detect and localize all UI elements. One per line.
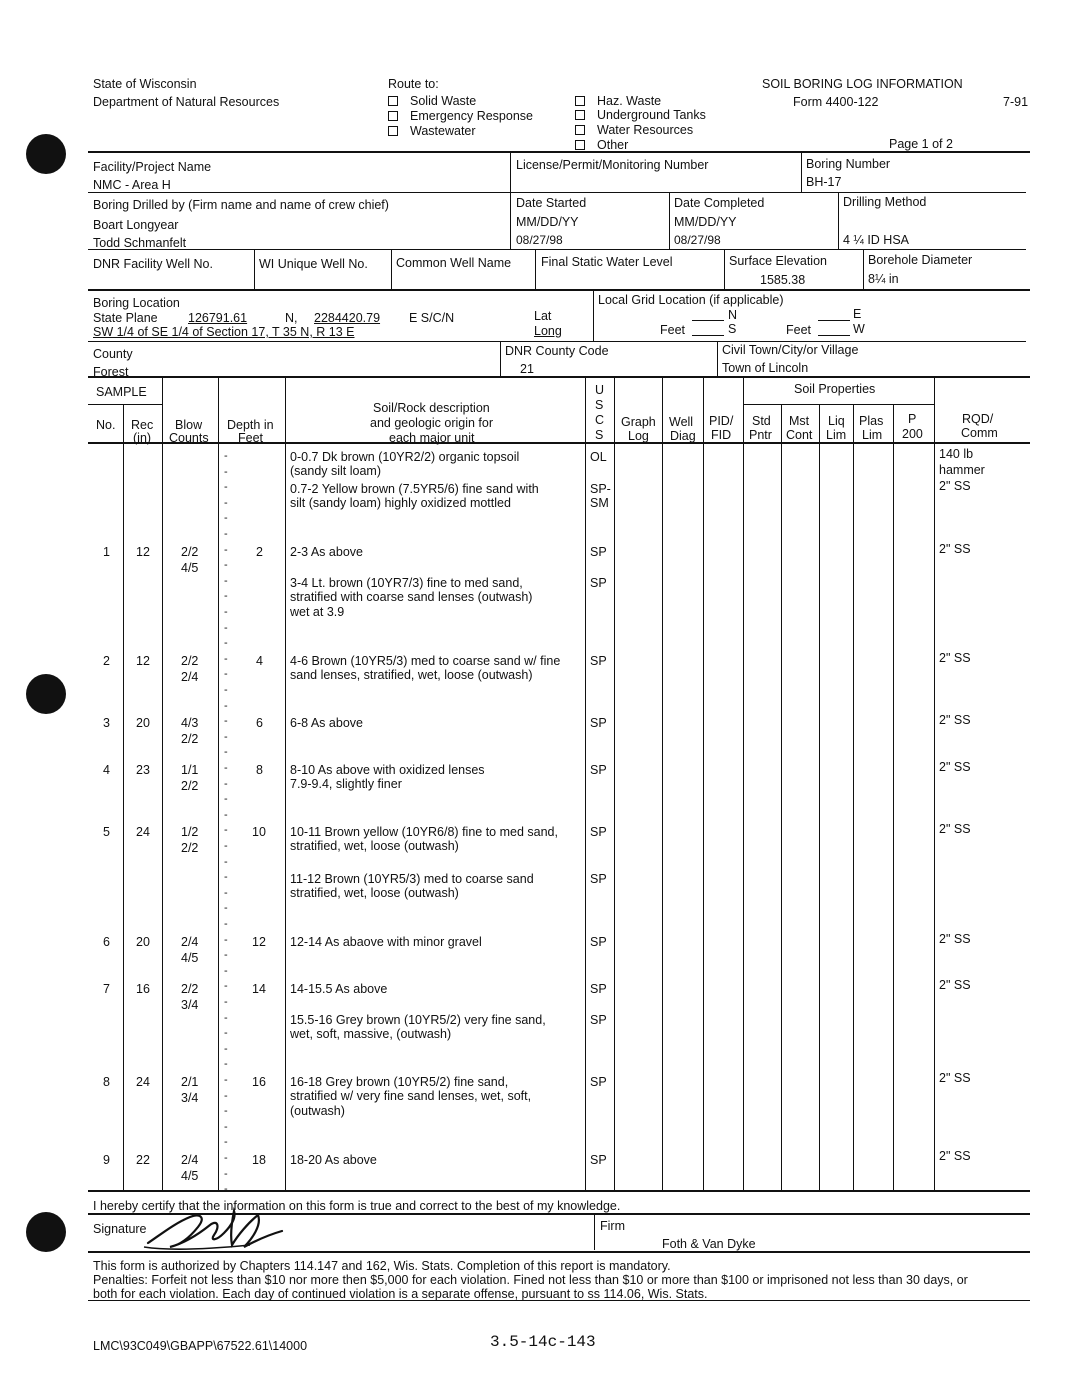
rule <box>88 404 162 405</box>
uscs-code: SP <box>590 1075 607 1089</box>
uscs-code: OL <box>590 450 607 464</box>
sample-comment: 2" SS <box>939 978 971 992</box>
col-pid: PID/ <box>709 414 734 428</box>
divider <box>717 341 718 376</box>
sample-comment: 2" SS <box>939 822 971 836</box>
col-graph: Graph <box>621 415 656 429</box>
col-pntr: Pntr <box>749 428 772 442</box>
route-option-underground[interactable] <box>575 108 706 122</box>
soil-description: 16-18 Grey brown (10YR5/2) fine sand, stratified w/ very fine sand lenses, wet, soft, (outwash) <box>290 1075 532 1118</box>
route-option-solid-waste[interactable] <box>388 94 476 108</box>
soil-description: 12-14 As abaove with minor gravel <box>290 935 482 949</box>
col-depth: Depth in <box>227 418 274 432</box>
depth-tick: - <box>224 933 228 946</box>
rule <box>743 404 934 405</box>
soil-description: 0-0.7 Dk brown (10YR2/2) organic topsoil (sandy silt loam) <box>290 450 520 479</box>
soil-description: 10-11 Brown yellow (10YR6/8) fine to med sand, stratified, wet, loose (outwash) <box>290 825 558 854</box>
depth-tick: - <box>224 699 228 712</box>
date-completed-label: Date Completed <box>674 196 765 210</box>
rule <box>88 376 1030 378</box>
sample-depth: 14 <box>252 982 266 996</box>
dnr-county-label: DNR County Code <box>505 344 609 358</box>
signature-image <box>140 1195 290 1255</box>
sample-no: 3 <box>103 716 110 730</box>
route-option-label: Other <box>597 138 629 152</box>
depth-tick: - <box>224 824 228 837</box>
sample-depth: 18 <box>252 1153 266 1167</box>
soil-description: 4-6 Brown (10YR5/3) med to coarse sand w/ fine sand lenses, stratified, wet, loose (outwash) <box>290 654 561 683</box>
col-diag: Diag <box>670 429 696 443</box>
col-divider <box>781 405 782 1190</box>
col-divider <box>585 377 586 1190</box>
sample-rec: 12 <box>136 654 150 668</box>
col-p200: 200 <box>902 427 923 441</box>
col-cont: Cont <box>786 428 813 442</box>
col-p: P <box>908 412 917 426</box>
hammer-comment-3: 2" SS <box>939 479 971 493</box>
blank-line <box>818 320 850 321</box>
boring-number-value: BH-17 <box>806 175 842 189</box>
divider <box>500 341 501 376</box>
col-divider <box>662 377 663 1190</box>
sample-comment: 2" SS <box>939 932 971 946</box>
divider <box>535 249 536 289</box>
blow-count-1: 1/2 <box>181 825 199 839</box>
route-option-label: Wastewater <box>410 124 476 138</box>
certification-text: I hereby certify that the information on this form is true and correct to the best of my knowledge. <box>93 1199 621 1213</box>
depth-tick: - <box>224 1136 228 1149</box>
depth-tick: - <box>224 1089 228 1102</box>
sample-depth: 4 <box>256 654 263 668</box>
sample-comment: 2" SS <box>939 713 971 727</box>
depth-tick: - <box>224 528 228 540</box>
sample-rec: 24 <box>136 1075 150 1089</box>
sample-rec: 20 <box>136 935 150 949</box>
rule <box>88 289 1030 291</box>
checkbox-icon <box>575 125 585 135</box>
divider <box>594 1214 595 1250</box>
depth-tick: - <box>224 465 228 478</box>
soil-description: 8-10 As above with oxidized lenses 7.9-9.4, slightly finer <box>290 763 485 792</box>
blow-count-1: 1/1 <box>181 763 199 777</box>
depth-tick: - <box>224 746 228 759</box>
checkbox-icon <box>388 96 398 106</box>
depth-tick: - <box>224 637 228 650</box>
depth-tick: - <box>224 590 228 603</box>
blow-count-2: 3/4 <box>181 998 199 1012</box>
sample-depth: 12 <box>252 935 266 949</box>
depth-tick: - <box>224 1183 228 1196</box>
route-option-haz-waste[interactable] <box>575 94 661 108</box>
punch-hole-top <box>26 134 66 174</box>
firm-label: Firm <box>600 1219 625 1233</box>
sample-depth: 10 <box>252 825 266 839</box>
depth-tick: - <box>224 574 228 587</box>
blow-count-2: 4/5 <box>181 951 199 965</box>
sample-rec: 23 <box>136 763 150 777</box>
soil-description: 3-4 Lt. brown (10YR7/3) fine to med sand, stratified with coarse sand lenses (outwash) wet at 3.9 <box>290 576 533 619</box>
divider <box>838 192 839 249</box>
divider <box>863 249 864 289</box>
rule <box>88 249 1026 250</box>
drilling-method-label: Drilling Method <box>843 195 927 209</box>
rule <box>88 1300 1030 1301</box>
route-option-wastewater[interactable] <box>388 124 476 138</box>
boring-location-label: Boring Location <box>93 296 180 310</box>
signature-label: Signature <box>93 1222 147 1236</box>
facility-label: Facility/Project Name <box>93 160 212 174</box>
rule <box>88 341 1026 342</box>
drilled-by-firm: Boart Longyear <box>93 218 179 232</box>
col-counts: Counts <box>169 431 209 445</box>
civil-town-label: Civil Town/City/or Village <box>722 343 859 357</box>
sample-depth: 2 <box>256 545 263 559</box>
blow-count-1: 2/2 <box>181 545 199 559</box>
rule <box>88 192 1026 193</box>
depth-tick: - <box>224 1074 228 1086</box>
col-divider <box>614 377 615 1190</box>
form-title: SOIL BORING LOG INFORMATION <box>762 77 963 91</box>
dnr-county-value: 21 <box>520 362 534 376</box>
date-started-value: 08/27/98 <box>516 233 563 247</box>
col-well: Well <box>669 415 694 429</box>
sample-comment: 2" SS <box>939 1071 971 1085</box>
depth-tick: - <box>224 918 228 930</box>
depth-tick: - <box>224 980 228 993</box>
col-divider <box>934 377 935 1190</box>
firm-value: Foth & Van Dyke <box>662 1237 756 1251</box>
file-path: LMC\93C049\GBAPP\67522.61\14000 <box>93 1339 308 1353</box>
drilled-by-chief: Todd Schmanfelt <box>93 236 187 250</box>
sample-comment: 2" SS <box>939 542 971 556</box>
uscs-code: SP <box>590 1013 607 1027</box>
blow-count-2: 4/5 <box>181 561 199 575</box>
blow-count-2: 2/2 <box>181 732 199 746</box>
depth-tick: - <box>224 902 228 915</box>
col-divider <box>218 377 219 1190</box>
route-option-label: Emergency Response <box>410 109 533 123</box>
grid-s: S <box>728 322 737 336</box>
col-plas-lim: Lim <box>862 428 883 442</box>
sample-depth: 8 <box>256 763 263 777</box>
checkbox-icon <box>575 110 585 120</box>
col-uscs-s2: S <box>595 428 604 442</box>
soil-description: 0.7-2 Yellow brown (7.5YR5/6) fine sand with silt (sandy loam) highly oxidized mottled <box>290 482 539 511</box>
blow-count-2: 2/4 <box>181 670 199 684</box>
col-log: Log <box>628 429 649 443</box>
form-number: Form 4400-122 <box>793 95 879 109</box>
divider <box>510 152 511 249</box>
sample-no: 2 <box>103 654 110 668</box>
col-liq-lim: Lim <box>826 428 847 442</box>
blank-line <box>692 335 724 336</box>
blow-count-1: 2/2 <box>181 654 199 668</box>
uscs-code: SP <box>590 1153 607 1167</box>
depth-tick: - <box>224 496 228 509</box>
drilling-method-value: 4 ¼ ID HSA <box>843 233 909 247</box>
depth-tick: - <box>224 808 228 821</box>
rule <box>88 442 1030 444</box>
boring-number-label: Boring Number <box>806 157 891 171</box>
sample-rec: 16 <box>136 982 150 996</box>
uscs-code: SP <box>590 545 607 559</box>
sample-no: 9 <box>103 1153 110 1167</box>
col-std: Std <box>752 414 771 428</box>
sample-no: 4 <box>103 763 110 777</box>
punch-hole-middle <box>26 674 66 714</box>
borehole-diameter-label: Borehole Diameter <box>868 253 973 267</box>
date-completed-value: 08/27/98 <box>674 233 721 247</box>
grid-e: E <box>853 307 862 321</box>
depth-tick: - <box>224 1120 228 1133</box>
route-option-label: Underground Tanks <box>597 108 706 122</box>
uscs-code: SP <box>590 982 607 996</box>
borehole-diameter-value: 8¼ in <box>868 272 899 286</box>
sample-comment: 2" SS <box>939 651 971 665</box>
sample-no: 1 <box>103 545 110 559</box>
sample-no: 8 <box>103 1075 110 1089</box>
soil-properties-header: Soil Properties <box>794 382 876 396</box>
depth-tick: - <box>224 840 228 852</box>
authorization-text: This form is authorized by Chapters 114.147 and 162, Wis. Stats. Completion of this report is mandatory. <box>93 1259 671 1273</box>
wi-unique-label: WI Unique Well No. <box>259 257 368 271</box>
state-plane-easting: 2284420.79 <box>314 311 381 325</box>
checkbox-icon <box>388 126 398 136</box>
col-divider <box>703 377 704 1190</box>
depth-tick: - <box>224 450 228 462</box>
civil-town-value: Town of Lincoln <box>722 361 809 375</box>
depth-tick: - <box>224 871 228 884</box>
facility-value: NMC - Area H <box>93 178 171 192</box>
uscs-code: SP <box>590 654 607 668</box>
depth-tick: - <box>224 730 228 743</box>
col-divider <box>853 405 854 1190</box>
county-value: Forest <box>93 365 129 379</box>
soil-description: 2-3 As above <box>290 545 363 559</box>
depth-tick: - <box>224 512 228 525</box>
route-option-label: Solid Waste <box>410 94 477 108</box>
depth-tick: - <box>224 668 228 681</box>
depth-tick: - <box>224 684 228 696</box>
col-desc-2: and geologic origin for <box>370 416 493 430</box>
sample-depth: 6 <box>256 716 263 730</box>
soil-description: 15.5-16 Grey brown (10YR5/2) very fine sand, wet, soft, massive, (outwash) <box>290 1013 546 1042</box>
sample-comment: 2" SS <box>939 760 971 774</box>
col-divider <box>893 405 894 1190</box>
sample-header: SAMPLE <box>96 385 147 399</box>
col-divider <box>162 377 163 1190</box>
date-completed-format: MM/DD/YY <box>674 215 737 229</box>
col-rec: Rec <box>131 418 154 432</box>
depth-tick: - <box>224 543 228 556</box>
depth-tick: - <box>224 793 228 806</box>
col-rec-unit: (in) <box>133 431 152 445</box>
sample-rec: 22 <box>136 1153 150 1167</box>
col-fid: FID <box>711 428 732 442</box>
route-to-label: Route to: <box>388 77 439 91</box>
col-desc-3: each major unit <box>389 431 475 445</box>
depth-tick: - <box>224 1167 228 1180</box>
blow-count-1: 2/4 <box>181 1153 199 1167</box>
depth-tick: - <box>224 886 228 899</box>
col-comm: Comm <box>961 426 998 440</box>
depth-tick: - <box>224 1011 228 1024</box>
blow-count-2: 3/4 <box>181 1091 199 1105</box>
depth-tick: - <box>224 606 228 618</box>
depth-tick: - <box>224 1105 228 1118</box>
blank-line <box>692 320 724 321</box>
depth-tick: - <box>224 855 228 868</box>
date-started-label: Date Started <box>516 196 587 210</box>
section-location: SW 1/4 of SE 1/4 of Section 17, T 35 N, R 13 E <box>93 325 355 339</box>
divider <box>593 290 594 341</box>
easting-unit: E S/C/N <box>409 311 455 325</box>
col-uscs-c: C <box>595 413 605 427</box>
sample-rec: 24 <box>136 825 150 839</box>
route-option-emergency[interactable] <box>388 109 533 123</box>
surface-elevation-value: 1585.38 <box>760 273 806 287</box>
sample-no: 7 <box>103 982 110 996</box>
blow-count-1: 4/3 <box>181 716 199 730</box>
depth-tick: - <box>224 715 228 728</box>
sample-depth: 16 <box>252 1075 266 1089</box>
grid-n: N <box>728 308 738 322</box>
depth-tick: - <box>224 964 228 977</box>
sample-rec: 20 <box>136 716 150 730</box>
depth-tick: - <box>224 949 228 962</box>
state-plane-label: State Plane <box>93 311 158 325</box>
depth-tick: - <box>224 1027 228 1040</box>
uscs-code: SP <box>590 763 607 777</box>
divider <box>801 152 802 192</box>
divider <box>724 249 725 289</box>
col-divider <box>285 377 286 1190</box>
hammer-comment-1: 140 lb <box>939 447 974 461</box>
uscs-code: SP <box>590 872 607 886</box>
blank-line <box>818 335 850 336</box>
blow-count-1: 2/4 <box>181 935 199 949</box>
col-divider <box>819 405 820 1190</box>
blow-count-2: 4/5 <box>181 1169 199 1183</box>
uscs-code: SP <box>590 576 607 590</box>
route-option-label: Haz. Waste <box>597 94 662 108</box>
blow-count-1: 2/1 <box>181 1075 199 1089</box>
document-code: 3.5-14c-143 <box>490 1333 596 1351</box>
state-plane-northing: 126791.61 <box>188 311 248 325</box>
col-uscs-u: U <box>595 383 605 397</box>
depth-tick: - <box>224 621 228 634</box>
soil-description: 6-8 As above <box>290 716 363 730</box>
uscs-code: SP <box>590 825 607 839</box>
static-water-label: Final Static Water Level <box>541 255 673 269</box>
checkbox-icon <box>575 140 585 150</box>
blow-count-1: 2/2 <box>181 982 199 996</box>
depth-tick: - <box>224 777 228 790</box>
common-well-label: Common Well Name <box>396 256 512 270</box>
soil-description: 11-12 Brown (10YR5/3) med to coarse sand stratified, wet, loose (outwash) <box>290 872 534 901</box>
col-desc-1: Soil/Rock description <box>373 401 490 415</box>
page-indicator: Page 1 of 2 <box>889 137 953 151</box>
uscs-code: SP <box>590 935 607 949</box>
penalties-line-2: both for each violation. Each day of continued violation is a separate offense, pursuant to ss 114.06, Wis. Stats. <box>93 1287 708 1301</box>
lat-label: Lat <box>534 309 552 323</box>
form-date: 7-91 <box>1003 95 1029 109</box>
col-uscs-s1: S <box>595 398 604 412</box>
depth-tick: - <box>224 1152 228 1164</box>
northing-unit: N, <box>285 311 298 325</box>
sample-no: 5 <box>103 825 110 839</box>
depth-tick: - <box>224 762 228 774</box>
uscs-code: SP- SM <box>590 482 611 511</box>
surface-elevation-label: Surface Elevation <box>729 254 827 268</box>
rule <box>88 151 1030 153</box>
license-label: License/Permit/Monitoring Number <box>516 158 709 172</box>
soil-description: 18-20 As above <box>290 1153 377 1167</box>
state-name: State of Wisconsin <box>93 77 197 91</box>
route-option-label: Water Resources <box>597 123 694 137</box>
dnr-facility-label: DNR Facility Well No. <box>93 257 213 271</box>
depth-tick: - <box>224 1042 228 1055</box>
checkbox-icon <box>575 96 585 106</box>
sample-no: 6 <box>103 935 110 949</box>
date-started-format: MM/DD/YY <box>516 215 579 229</box>
penalties-line-1: Penalties: Forfeit not less than $10 nor more then $5,000 for each violation. Fined not less than $10 or more than $100 or imprisoned not less than 30 days, or <box>93 1273 968 1287</box>
route-option-water-resources[interactable] <box>575 123 693 137</box>
col-divider <box>123 405 124 1190</box>
divider <box>669 192 670 249</box>
hammer-comment-2: hammer <box>939 463 985 477</box>
col-mst: Mst <box>789 414 810 428</box>
grid-feet-1: Feet <box>660 323 686 337</box>
col-rqd: RQD/ <box>962 412 994 426</box>
col-no: No. <box>96 418 116 432</box>
divider <box>391 249 392 289</box>
grid-feet-2: Feet <box>786 323 812 337</box>
drilled-by-label: Boring Drilled by (Firm name and name of crew chief) <box>93 198 389 212</box>
sample-rec: 12 <box>136 545 150 559</box>
long-label: Long <box>534 324 562 338</box>
depth-tick: - <box>224 481 228 494</box>
punch-hole-bottom <box>26 1212 66 1252</box>
blow-count-2: 2/2 <box>181 841 199 855</box>
checkbox-icon <box>388 111 398 121</box>
department-name: Department of Natural Resources <box>93 95 280 109</box>
depth-tick: - <box>224 1058 228 1071</box>
col-depth-unit: Feet <box>238 431 264 445</box>
depth-tick: - <box>224 996 228 1008</box>
sample-comment: 2" SS <box>939 1149 971 1163</box>
county-label: County <box>93 347 133 361</box>
grid-w: W <box>853 322 865 336</box>
blow-count-2: 2/2 <box>181 779 199 793</box>
col-divider <box>743 377 744 1190</box>
col-plas: Plas <box>859 414 884 428</box>
col-liq: Liq <box>828 414 845 428</box>
divider <box>254 249 255 289</box>
local-grid-label: Local Grid Location (if applicable) <box>598 293 784 307</box>
depth-tick: - <box>224 652 228 665</box>
soil-description: 14-15.5 As above <box>290 982 388 996</box>
depth-tick: - <box>224 559 228 572</box>
uscs-code: SP <box>590 716 607 730</box>
col-blow: Blow <box>175 418 203 432</box>
